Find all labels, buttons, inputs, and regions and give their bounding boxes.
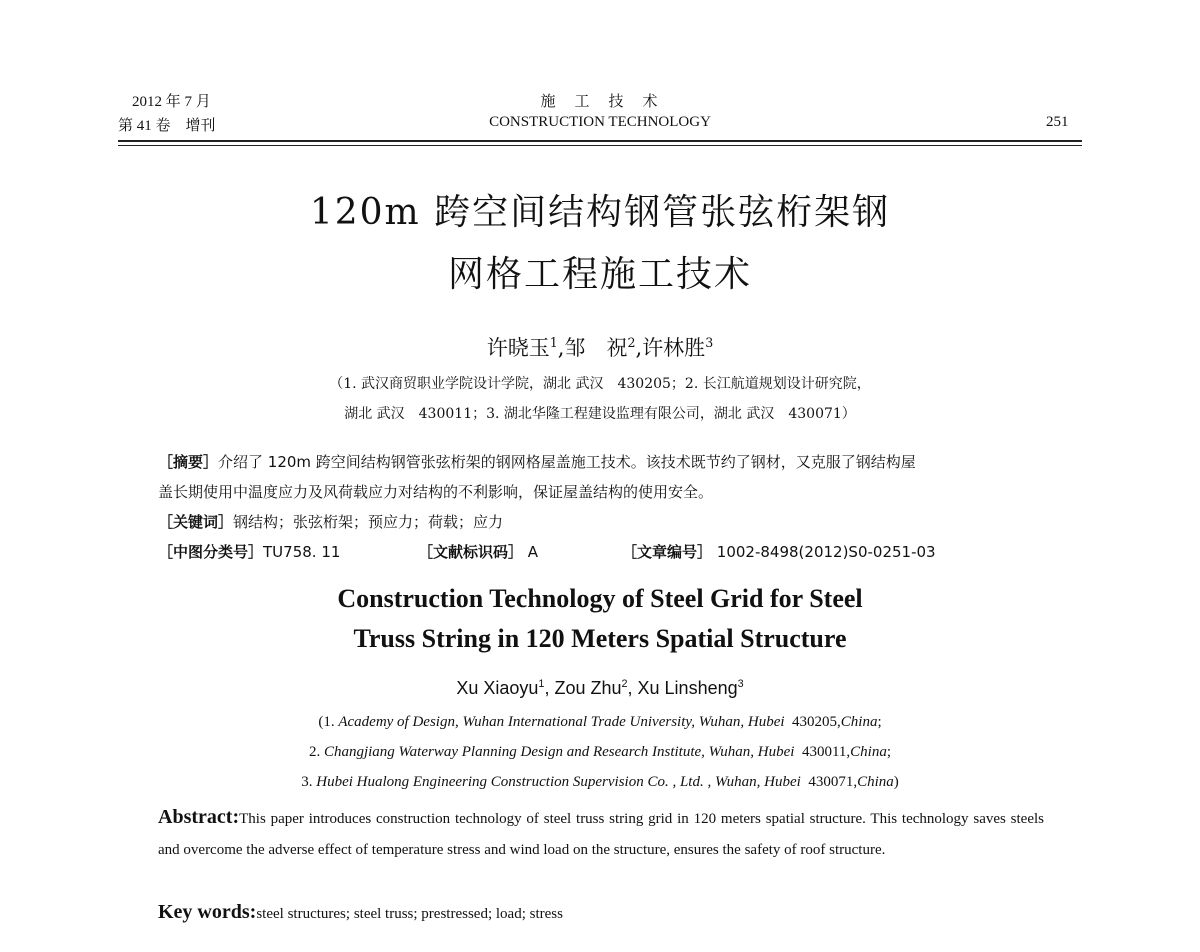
keywords-cn-text: 钢结构；张弦桁架；预应力；荷载；应力 [233,513,504,531]
title-en-line1: Construction Technology of Steel Grid for Steel [337,584,863,613]
title-en-line2: Truss String in 120 Meters Spatial Structure [353,624,847,653]
abstract-en: Abstract:This paper introduces construction technology of steel truss string grid in 120 meters spatial structure. This technology saves steels and overcome the adverse effect of temperature stress and wind load on the structure, ensures the safety of roof structure. [158,806,1044,858]
document-code [418,541,538,562]
affiliation-en-line1: (1. Academy of Design, Wuhan International Trade University, Wuhan, Hubei 430205,China; [318,714,882,730]
article-number-value: 1002-8498(2012)S0-0251-03 [716,543,936,561]
clc-label: ［中图分类号］ [158,543,264,561]
clc-value: TU758. 11 [263,543,341,561]
affiliation-en-line3: 3. Hubei Hualong Engineering Construction Supervision Co. , Ltd. , Wuhan, Hubei 430071,China) [301,774,899,790]
abstract-cn-text1: 介绍了 120m 跨空间结构钢管张弦桁架的钢网格屋盖施工技术。该技术既节约了钢材，又克服了钢结构屋 [218,453,916,471]
authors-cn: 许晓玉$^1$,邹 祝$^2$,许林胜$^3$ [486,335,714,360]
abstract-en-label: Abstract [158,806,233,828]
author-en-3: Xu Linsheng [637,678,738,698]
abstract-cn-line2: 盖长期使用中温度应力及风荷载应力对结构的不利影响，保证屋盖结构的使用安全。 [158,483,714,501]
article-number [622,541,936,562]
author-cn-2-sup: 2 [627,335,636,350]
affiliation-en-1-text: Academy of Design, Wuhan International Trade University, Wuhan, Hubei [338,714,785,730]
affiliation-en-1-code: 430205 [792,714,838,730]
title-cn-line2: 网格工程施工技术 [447,254,752,295]
keywords-en-text: steel structures; steel truss; prestressed; load; stress [256,906,563,922]
clc-number [158,541,340,562]
author-en-3-sup: 3 [737,678,744,690]
affiliation-cn-line1: （1. 武汉商贸职业学院设计学院，湖北 武汉 430205；2. 长江航道规划设计研究院， [329,376,871,392]
author-en-1: Xu Xiaoyu [456,678,539,698]
abstract-cn-line1 [158,451,916,472]
affiliation-cn-line2: 湖北 武汉 430011；3. 湖北华隆工程建设监理有限公司，湖北 武汉 430071） [344,406,856,422]
journal-title-en: CONSTRUCTION TECHNOLOGY [489,114,711,130]
header-rule-thick [118,140,1082,142]
issue-date: 2012 年 7 月 [132,94,211,110]
affiliation-en-3-text: Hubei Hualong Engineering Construction Supervision Co. , Ltd. , Wuhan, Hubei [316,774,801,790]
author-cn-1-sup: 1 [549,335,558,350]
affiliation-en-3-code: 430071 [808,774,854,790]
page-number: 251 [1046,114,1069,130]
affiliation-en-2-prefix: 2. [308,744,324,760]
keywords-en: Key words:steel structures; steel truss; prestressed; load; stress [158,901,563,923]
keywords-cn-label: ［关键词］ [158,513,234,531]
affiliation-en-2-text: Changjiang Waterway Planning Design and Research Institute, Wuhan, Hubei [323,744,795,760]
affiliation-en-line2: 2. Changjiang Waterway Planning Design and Research Institute, Wuhan, Hubei 430011,China; [308,744,892,760]
affiliation-en-3-country: China [857,774,894,790]
journal-title-cn: 施 工 技 术 [540,94,660,110]
author-cn-3: 许林胜 [642,336,706,360]
document-code-label: ［文献标识码］ [418,543,524,561]
affiliation-en-1-country: China [840,714,878,730]
author-cn-3-sup: 3 [705,335,714,350]
authors-en: Xu Xiaoyu$^1$, Zou Zhu$^2$, Xu Linsheng$^3$ [456,678,744,698]
abstract-cn-label: ［摘要］ [158,453,219,471]
issue-volume: 第 41 卷 增刊 [118,118,216,134]
affiliation-en-1-prefix: (1. [318,714,339,730]
author-en-1-sup: 1 [538,678,545,690]
article-number-label: ［文章编号］ [622,543,713,561]
author-en-2-sup: 2 [621,678,628,690]
document-code-value: A [527,543,539,561]
keywords-en-label: Key words [158,901,250,923]
abstract-en-text: This paper introduces construction technology of steel truss string grid in 120 meters spatial structure. This technology saves steels and overcome the adverse effect of temperature stress and wind load on the structure, ensures the safety of roof structure. [158,811,1044,858]
title-cn-line1: 120m 跨空间结构钢管张弦桁架钢 [309,192,891,233]
affiliation-en-2-code: 430011 [801,744,847,760]
keywords-cn [158,511,503,532]
affiliation-en-3-prefix: 3. [301,774,317,790]
author-cn-1: 许晓玉 [486,336,550,360]
author-en-2: Zou Zhu [554,678,622,698]
header-rule-thin [118,145,1082,146]
affiliation-en-2-country: China [850,744,887,760]
author-cn-2: 邹 祝 [564,336,628,360]
